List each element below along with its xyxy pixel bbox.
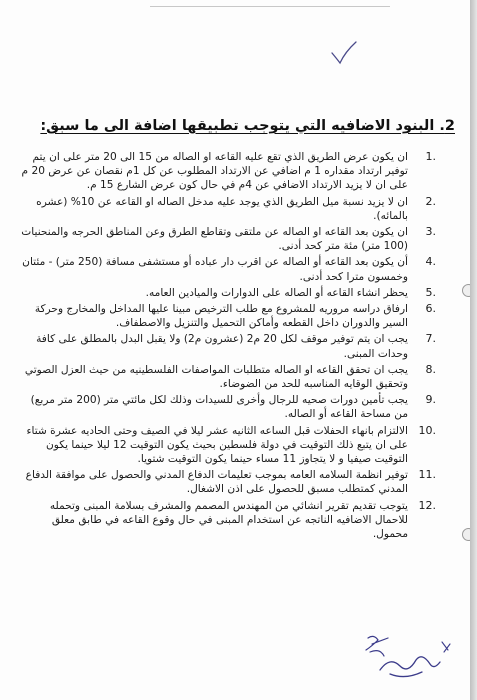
- list-item: [20, 393, 438, 421]
- list-item: [20, 195, 438, 223]
- item-number: 6.: [425, 302, 436, 316]
- item-text: أن يكون بعد القاعه أو الصاله عن اقرب دار عباده أو مستشفى مسافة (250 متر) - مئتان وخمسون مترا كحد أدنى.: [22, 256, 408, 283]
- item-number: 1.: [425, 150, 436, 163]
- item-number: 10.: [418, 423, 436, 437]
- punch-hole-icon: [462, 284, 470, 297]
- item-number: 12.: [418, 498, 436, 512]
- list-item: [20, 302, 438, 330]
- item-text: يحظر انشاء القاعه أو الصاله على الدوارات والميادين العامه.: [145, 286, 408, 299]
- item-number: 11.: [418, 468, 436, 482]
- item-text: يجب ان يتم توفير موقف لكل 20 م2 (عشرون م2) ولا يقبل البدل بالمطلق على كافة وحدات المبنى.: [36, 333, 408, 360]
- item-text: ان يكون عرض الطريق الذي تقع عليه القاعه او الصاله من 15 الى 20 متر على ان يتم توفير ارتداد مقداره 1 م اضافي عن الارتداد المطلوب عن كل 1م نقصان عن عرض 20 م على ان لا يزيد الارتداد الاضافي عن 4م في حال كون عرض الشارع 15 م.: [21, 151, 408, 192]
- list-item: [20, 363, 438, 391]
- item-text: ارفاق دراسه مروريه للمشروع مع طلب الترخيص مبينا عليها المداخل والمخارج وحركة السير والدوران داخل القطعه وأماكن التحميل والتنزيل والاصطفاف.: [34, 303, 408, 330]
- list-item: [20, 286, 438, 300]
- item-number: 4.: [425, 255, 436, 269]
- item-text: ان لا يزيد نسبة ميل الطريق الذي يوجد عليه مدخل الصاله او القاعه عن 10% (عشره بالمائه).: [36, 195, 408, 222]
- section-title: 2. البنود الاضافيه التي يتوجب تطبيقها اضافة الى ما سبق:: [40, 118, 455, 134]
- page-edge-shadow: [470, 0, 477, 700]
- item-text: يتوجب تقديم تقرير انشائي من المهندس المصمم والمشرف بسلامة المبنى وتحمله للاحمال الاضافيه الناتجه عن استخدام المبنى في حال وقوع القاعه في طابق معلق محمول.: [49, 499, 408, 541]
- item-number: 7.: [425, 332, 436, 346]
- item-text: يجب تأمين دورات صحيه للرجال وأخرى للسيدات وذلك لكل مائتي متر (200 متر مربع) من مساحة القاعه أو الصاله.: [30, 394, 408, 421]
- list-item: [20, 150, 438, 193]
- list-item: [20, 499, 438, 542]
- clauses-list: [20, 150, 438, 543]
- handwritten-signature-icon: [360, 630, 455, 685]
- punch-hole-icon: [462, 528, 470, 541]
- item-number: 9.: [425, 393, 436, 407]
- fold-line: [150, 6, 390, 7]
- list-item: [20, 255, 438, 283]
- item-text: توفير انظمة السلامه العامه بموجب تعليمات الدفاع المدني والحصول على موافقة الدفاع المدني كمتطلب مسبق للحصول على اذن الاشغال.: [25, 469, 408, 496]
- list-item: [20, 468, 438, 496]
- item-number: 8.: [425, 362, 436, 376]
- pen-checkmark-icon: [330, 40, 358, 66]
- list-item: [20, 225, 438, 253]
- item-number: 3.: [425, 225, 436, 239]
- list-item: [20, 424, 438, 467]
- item-text: الالتزام بانهاء الحفلات قبل الساعه الثانيه عشر ليلا في الصيف وحتى الحاديه عشرة شتاء على ان يتبع ذلك التوقيت في دولة فلسطين بحيث يكون التوقيت 12 ليلا حينما يكون التوقيت صيفيا و لا يتجاوز 11 مساء حينما يكون التوقيت شتويا.: [26, 424, 408, 466]
- item-number: 2.: [425, 194, 436, 208]
- item-number: 5.: [425, 285, 436, 299]
- item-text: يجب ان تحقق القاعه او الصاله متطلبات المواصفات الفلسطينيه من حيث العزل الصوتي وتحقيق الوقايه المناسبه للحد من الضوضاء.: [24, 363, 408, 391]
- list-item: [20, 332, 438, 360]
- item-text: ان يكون بعد القاعه او الصاله عن ملتقى وتقاطع الطرق وعن المناطق الحرجه والمنحنيات (100 متر) مئة متر كحد أدنى.: [21, 226, 408, 253]
